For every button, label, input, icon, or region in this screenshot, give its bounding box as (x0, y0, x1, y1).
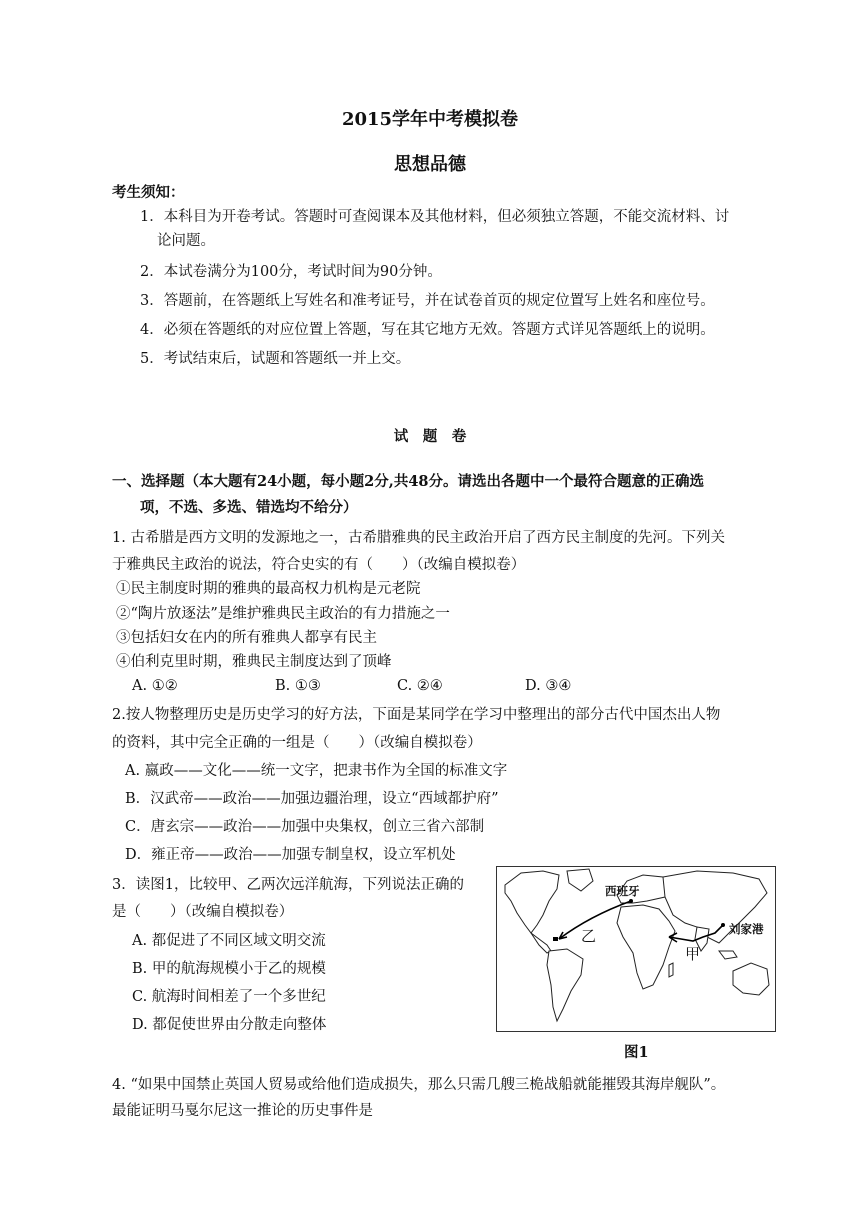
q1-option-a: A. ①② (132, 678, 178, 694)
part1-heading-cont: 项，不选、多选、错选均不给分） (140, 499, 358, 516)
figure-world-map (496, 866, 776, 1032)
notice-item-1: 1．本科目为开卷考试。答题时可查阅课本及其他材料，但必须独立答题，不能交流材料、讨 (140, 209, 730, 225)
q3-stem-cont: 是（ ）（改编自模拟卷） (112, 904, 294, 920)
madagascar-shape (669, 963, 673, 977)
australia-shape (733, 963, 769, 995)
q2-option-c: C．唐玄宗——政治——加强中央集权，创立三省六部制 (125, 819, 485, 835)
q2-option-a: A. 嬴政——文化——统一文字，把隶书作为全国的标准文字 (125, 763, 508, 779)
label-spain: 西班牙 (605, 884, 640, 898)
notice-heading: 考生须知： (112, 184, 185, 201)
q1-statement-1: ①民主制度时期的雅典的最高权力机构是元老院 (116, 581, 421, 597)
notice-item-1-cont: 论问题。 (157, 233, 215, 249)
caribbean-marker (553, 937, 558, 941)
south-america-shape (547, 949, 583, 1021)
label-liujiagang: 刘家港 (729, 922, 764, 936)
liujiagang-dot (721, 923, 725, 927)
q3-stem: 3．读图1，比较甲、乙两次远洋航海，下列说法正确的 (112, 877, 464, 893)
subject-title: 思想品德 (394, 154, 466, 175)
africa-shape (617, 905, 675, 989)
notice-item-3: 3．答题前，在答题纸上写姓名和准考证号，并在试卷首页的规定位置写上姓名和座位号。 (140, 293, 715, 309)
q1-stem: 1. 古希腊是西方文明的发源地之一，古希腊雅典的民主政治开启了西方民主制度的先河。下列关 (112, 530, 725, 546)
exam-title: 2015学年中考模拟卷 (341, 109, 519, 130)
label-jia: 甲 (685, 945, 701, 963)
q3-option-c: C. 航海时间相差了一个多世纪 (132, 989, 326, 1005)
q4-stem: 4. “如果中国禁止英国人贸易或给他们造成损失，那么只需几艘三桅战船就能摧毁其海岸舰队”。 (112, 1077, 726, 1093)
q1-stem-cont: 于雅典民主政治的说法，符合史实的有（ ）（改编自模拟卷） (112, 557, 526, 573)
q3-option-b: B. 甲的航海规模小于乙的规模 (132, 961, 326, 977)
notice-item-4: 4．必须在答题纸的对应位置上答题，写在其它地方无效。答题方式详见答题纸上的说明。 (140, 322, 715, 338)
q3-option-d: D. 都促使世界由分散走向整体 (132, 1017, 327, 1033)
q1-option-b: B. ①③ (275, 678, 321, 694)
north-america-shape (505, 871, 559, 933)
sea-islands-shape (719, 951, 737, 959)
figure-caption: 图1 (624, 1044, 649, 1061)
central-america-shape (531, 933, 551, 953)
q2-option-b: B．汉武帝——政治——加强边疆治理，设立“西域都护府” (125, 791, 499, 807)
q2-option-d: D．雍正帝——政治——加强专制皇权，设立军机处 (125, 847, 456, 863)
label-yi: 乙 (581, 927, 597, 945)
spain-dot (629, 899, 633, 903)
q1-statement-2: ②“陶片放逐法”是维护雅典民主政治的有力措施之一 (116, 606, 450, 622)
notice-item-5: 5．考试结束后，试题和答题纸一并上交。 (140, 351, 411, 367)
notice-item-2: 2．本试卷满分为100分，考试时间为90分钟。 (140, 264, 442, 280)
q1-option-c: C. ②④ (397, 678, 443, 694)
section-title: 试 题 卷 (393, 428, 467, 445)
q4-stem-cont: 最能证明马戛尔尼这一推论的历史事件是 (112, 1103, 373, 1119)
q2-stem: 2.按人物整理历史是历史学习的好方法，下面是某同学在学习中整理出的部分古代中国杰出人物 (112, 707, 721, 723)
q2-stem-cont: 的资料，其中完全正确的一组是（ ）（改编自模拟卷） (112, 735, 482, 751)
q1-option-d: D. ③④ (525, 678, 572, 694)
world-map-drawing (497, 867, 775, 1031)
greenland-shape (567, 869, 593, 891)
q1-statement-4: ④伯利克里时期，雅典民主制度达到了顶峰 (116, 654, 392, 670)
q3-option-a: A. 都促进了不同区域文明交流 (132, 933, 326, 949)
part1-heading: 一、选择题（本大题有24小题，每小题2分,共48分。请选出各题中一个最符合题意的正确选 (112, 473, 704, 490)
q1-statement-3: ③包括妇女在内的所有雅典人都享有民主 (116, 630, 377, 646)
